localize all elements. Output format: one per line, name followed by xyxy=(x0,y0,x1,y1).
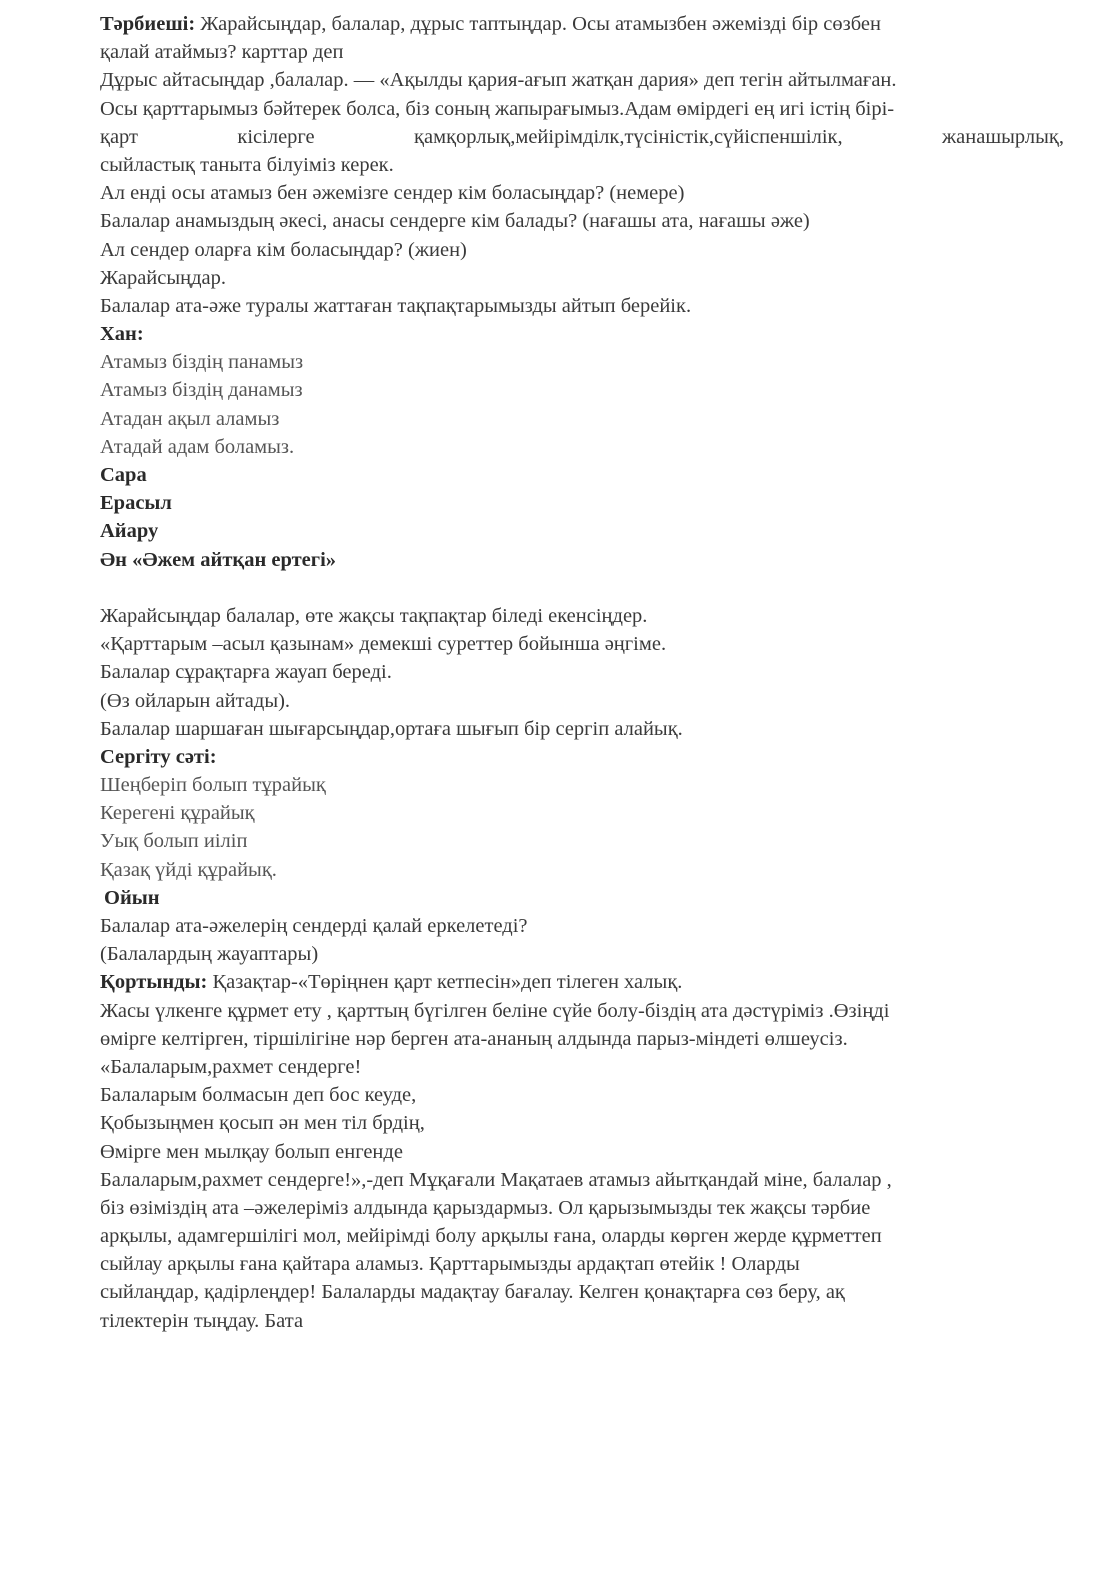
game-line-2: (Балалардың жауаптары) xyxy=(100,943,319,966)
para2-line-1: Дұрыс айтасыңдар ,балалар. — «Ақылды қария-ағып жатқан дария» деп тегін айтылмаған. xyxy=(100,69,897,92)
speaker-name: Сара xyxy=(100,464,147,486)
conclusion-text: Қазақтар-«Төріңнен қарт кетпесін»деп тілеген халық. xyxy=(212,971,683,994)
question-1: Ал енді осы атамыз бен әжемізге сендер кім боласыңдар? (немере) xyxy=(100,182,685,205)
conclusion-line: сыйлау арқылы ғана қайтара аламыз. Қарттарымызды ардақтап өтейік ! Оларды xyxy=(100,1253,800,1276)
para2-line-3 xyxy=(100,123,1064,151)
exercise-line: Керегені құрайық xyxy=(100,802,255,825)
poem1-speaker: Хан: xyxy=(100,323,144,346)
para2-line-4: сыйластық таныта білуіміз керек. xyxy=(100,153,394,176)
conclusion-line: Жасы үлкенге құрмет ету , қарттың бүгілген беліне сүйе болу-біздің ата дәстүріміз .Өзіңді xyxy=(100,999,890,1022)
exercise-line: Шеңберіп болып тұрайық xyxy=(100,774,326,797)
conclusion-line: «Балаларым,рахмет сендерге! xyxy=(100,1055,362,1078)
blank-line xyxy=(100,574,1064,602)
conclusion-line-1 xyxy=(100,968,1064,996)
praise-line: Жарайсыңдар. xyxy=(100,266,227,289)
question-2: Балалар анамыздың әкесі, анасы сендерге кім балады? (нағашы ата, нағашы әже) xyxy=(100,210,810,233)
conclusion-line: Өмірге мен мылқау болып енгенде xyxy=(100,1140,403,1163)
document-page xyxy=(100,10,1064,1335)
conclusion-label: Қортынды: xyxy=(100,971,208,994)
poem1-line: Атамыз біздің данамыз xyxy=(100,379,303,402)
section2-line-4: (Өз ойларын айтады). xyxy=(100,689,291,712)
section2-line-2: «Қарттарым –асыл қазынам» демекші суреттер бойынша әңгіме. xyxy=(100,633,667,656)
exercise-title: Сергіту сәті: xyxy=(100,745,217,768)
conclusion-line: арқылы, адамгершілігі мол, мейірімді болу арқылы ғана, оларды көрген жерде құрметтеп xyxy=(100,1225,882,1248)
poem1-line: Атадан ақыл аламыз xyxy=(100,407,280,430)
exercise-line: Қазақ үйді құрайық. xyxy=(100,858,277,881)
instruction-line: Балалар ата-әже туралы жаттаған тақпақтарымызды айтып берейік. xyxy=(100,294,692,317)
teacher-line-2: қалай атаймыз? карттар деп xyxy=(100,41,344,64)
para2-word-3: қамқорлық,мейірімділк,түсіністік,сүйіспеншілік, xyxy=(414,125,843,148)
para2-line-2: Осы қарттарымыз бәйтерек болса, біз соның жапырағымыз.Адам өмірдегі ең игі істің бірі- xyxy=(100,97,895,120)
speaker-name: Ерасыл xyxy=(100,492,172,515)
para2-word-2: кісілерге xyxy=(237,125,315,148)
teacher-text: Жарайсыңдар, балалар, дұрыс таптыңдар. Осы атамызбен әжемізді бір сөзбен xyxy=(200,13,881,35)
song-title: Ән «Әжем айтқан ертегі» xyxy=(100,548,337,571)
game-line-1: Балалар ата-әжелерің сендерді қалай еркелетеді? xyxy=(100,915,528,937)
conclusion-line: Балаларым,рахмет сендерге!»,-деп Мұқағали Мақатаев атамыз айытқандай міне, балалар , xyxy=(100,1168,892,1191)
para2-word-1: қарт xyxy=(100,125,138,148)
conclusion-line: тілектерін тыңдау. Бата xyxy=(100,1309,304,1332)
section2-line-5: Балалар шаршаған шығарсыңдар,ортаға шығып бір сергіп алайық. xyxy=(100,717,683,740)
conclusion-line: біз өзіміздің ата –әжелеріміз алдында қарыздармыз. Ол қарызымызды тек жақсы тәрбие xyxy=(100,1196,871,1219)
question-3: Ал сендер оларға кім боласыңдар? (жиен) xyxy=(100,238,467,261)
poem1-line: Атадай адам боламыз. xyxy=(100,435,295,458)
section2-line-1: Жарайсыңдар балалар, өте жақсы тақпақтар біледі екенсіңдер. xyxy=(100,604,648,627)
section2-line-3: Балалар сұрақтарға жауап береді. xyxy=(100,661,392,684)
speaker-name: Айару xyxy=(100,520,159,543)
conclusion-line: Қобызыңмен қосып ән мен тіл брдің, xyxy=(100,1112,425,1135)
game-title: Ойын xyxy=(104,886,160,909)
para2-word-4: жанашырлық, xyxy=(942,125,1064,148)
conclusion-line: Балаларым болмасын деп бос кеуде, xyxy=(100,1084,417,1107)
conclusion-line: сыйлаңдар, қадірлеңдер! Балаларды мадақтау бағалау. Келген қонақтарға сөз беру, ақ xyxy=(100,1281,845,1304)
conclusion-line: өмірге келтірген, тіршілігіне нәр берген ата-ананың алдында парыз-міндеті өлшеусіз. xyxy=(100,1027,848,1050)
teacher-label: Тәрбиеші: xyxy=(100,13,196,35)
exercise-line: Уық болып иіліп xyxy=(100,830,248,853)
poem1-line: Атамыз біздің панамыз xyxy=(100,351,304,374)
teacher-line-1 xyxy=(100,10,1064,38)
